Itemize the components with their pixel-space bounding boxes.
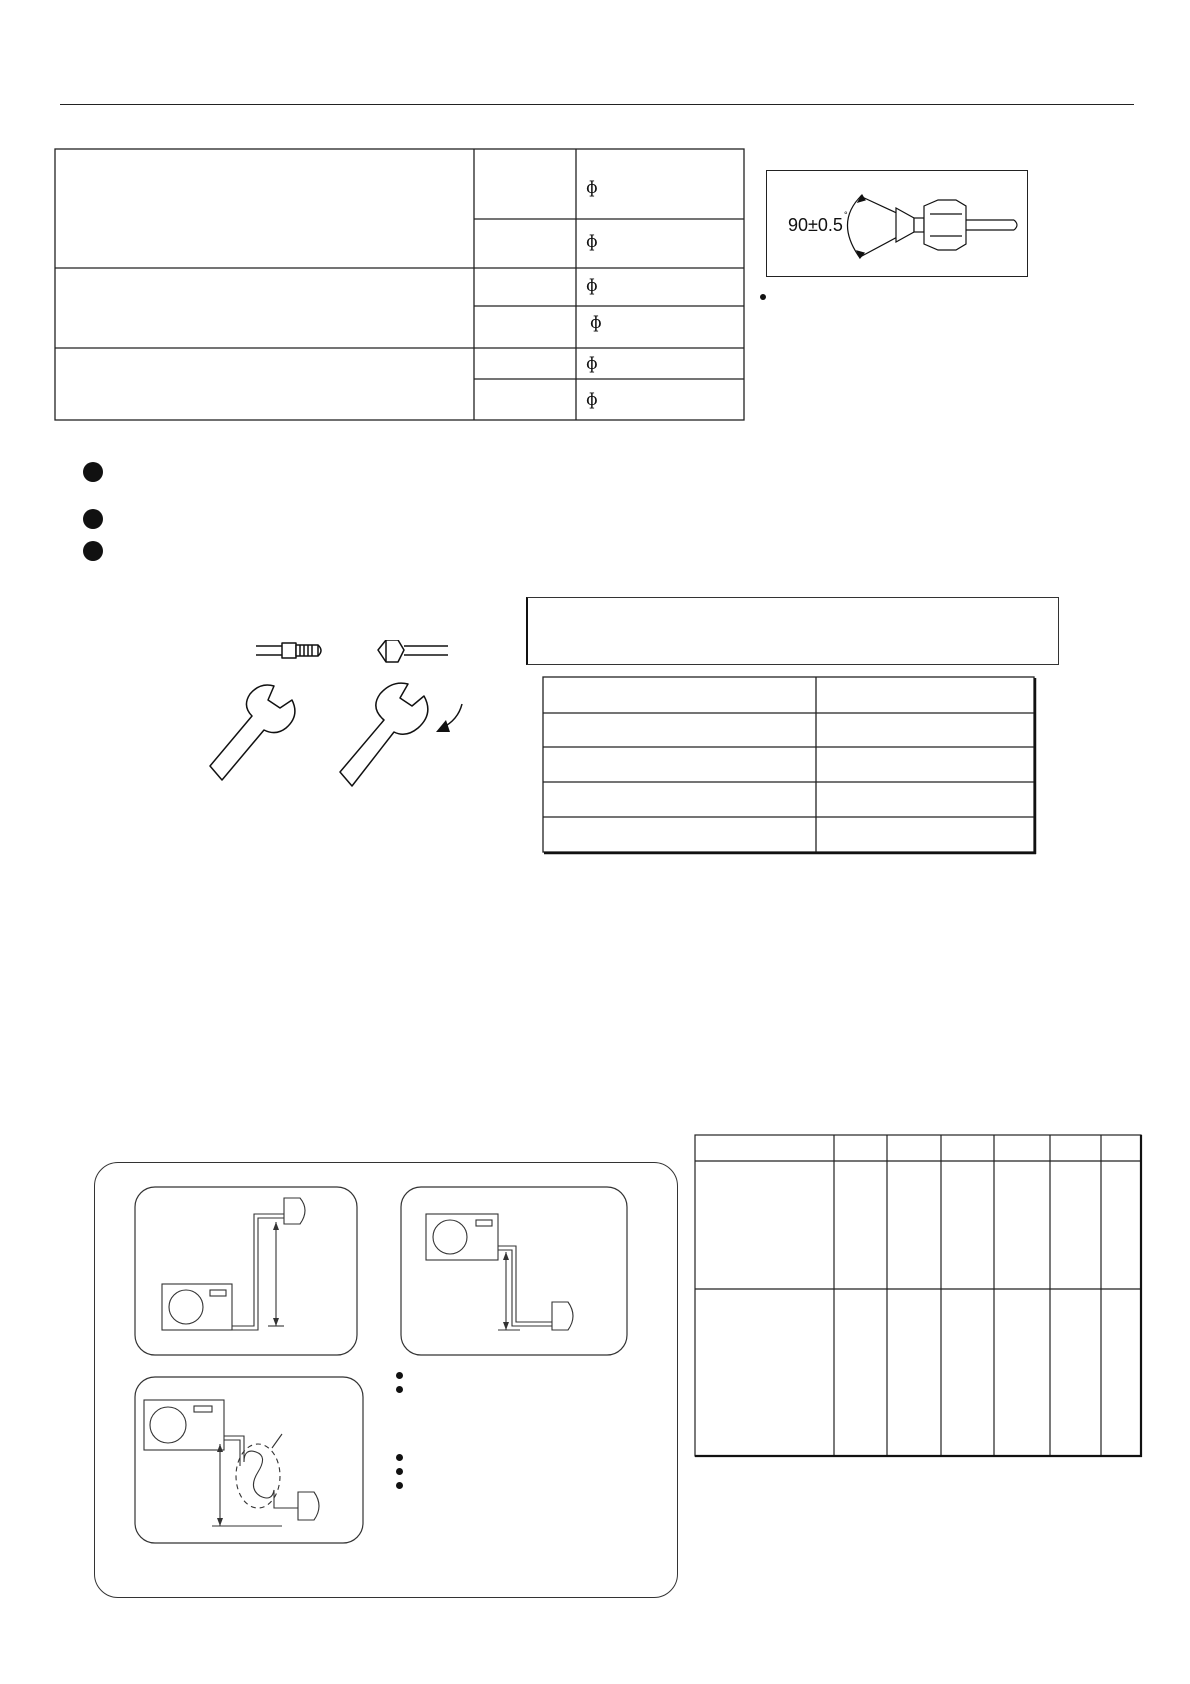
bullet-circle <box>83 509 103 529</box>
case-outdoor-above <box>400 1186 630 1358</box>
wrench-illustration <box>200 640 480 810</box>
pipe-size-table <box>54 148 746 424</box>
bullet-dot <box>396 1372 403 1379</box>
case-oil-trap <box>134 1376 366 1546</box>
phi-symbol: ɸ <box>590 313 602 333</box>
bullet-circle <box>83 541 103 561</box>
phi-symbol: ɸ <box>586 178 598 198</box>
bullet-dot <box>396 1482 403 1489</box>
bullet-dot <box>396 1468 403 1475</box>
torque-table <box>542 676 1038 858</box>
case-indoor-above <box>134 1186 360 1358</box>
phi-symbol: ɸ <box>586 390 598 410</box>
bullet-dot <box>396 1386 403 1393</box>
note-box <box>526 597 1059 665</box>
bullet-circle <box>83 462 103 482</box>
phi-symbol: ɸ <box>586 232 598 252</box>
phi-symbol: ɸ <box>586 276 598 296</box>
spec-table <box>694 1134 1146 1462</box>
flare-angle-label: 90±0.5 <box>788 215 843 235</box>
degree-mark: ° <box>844 210 848 220</box>
bullet-dot <box>396 1454 403 1461</box>
phi-symbol: ɸ <box>586 354 598 374</box>
bullet-dot <box>760 294 766 300</box>
header-rule <box>60 104 1134 105</box>
